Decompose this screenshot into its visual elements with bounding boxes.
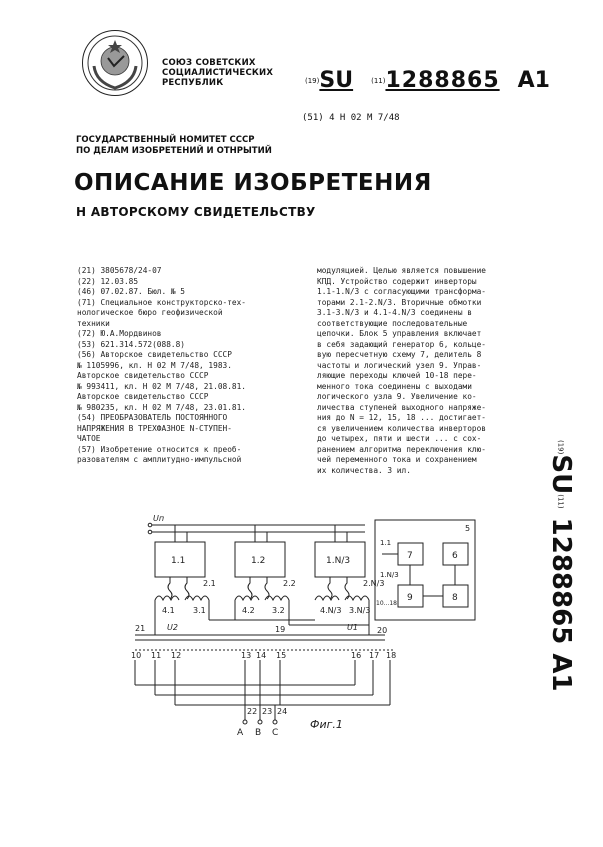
inverter-n3 [315,525,365,599]
winding-4-n3: 4.N/3 [320,606,342,615]
code-11: (11) [371,77,386,85]
committee-block [76,135,272,157]
biblio-line: (53) 621.314.572(088.8) [77,339,185,349]
emblem-icon [86,34,144,92]
secondary-windings [155,596,369,600]
patent-number: 1288865 [385,68,500,93]
biblio-line: разователям с амплитудно-импульсной [77,455,242,464]
org-line: РЕСПУБЛИК [162,78,224,88]
abstract-line: ния до N = 12, 15, 18 ... достигает- [317,413,486,422]
biblio-line: Авторское свидетельство СССР [77,371,209,380]
switch-labels [131,651,396,660]
abstract-line: ранением алгоритма переключения клю- [317,444,486,454]
abstract-line: 1.1-1.N/3 с согласующими трансформа- [317,287,486,296]
control-block [370,515,480,629]
transformer-label-3: 2.N/3 [363,579,385,588]
biblio-line: ЧАТОЕ [77,434,101,443]
inverter-2 [235,525,285,599]
abstract-line: торами 2.1-2.N/3. Вторичные обмотки [317,297,482,307]
abstract-line: менного тока соединены с выходами [317,381,472,391]
kind-code: A1 [517,68,550,93]
svg-text:1.1: 1.1 [171,556,186,566]
switch-label: 14 [256,651,267,660]
output-24: 24 [277,707,288,716]
svg-text:7: 7 [407,551,413,561]
side-patent-number: 1288865 [546,517,576,645]
country-code: SU [319,68,354,93]
abstract-line: КПД. Устройство содержит инверторы [317,276,477,286]
biblio-line: (21) 3805678/24-07 [77,266,162,275]
switch-label: 11 [151,651,162,660]
abstract-line: их количества. 3 ил. [317,465,411,475]
svg-text:1.N/3: 1.N/3 [380,571,399,579]
transformer-label-2: 2.2 [283,579,296,588]
svg-text:8: 8 [452,593,458,603]
side-label [540,440,580,692]
switch-label: 13 [241,651,252,660]
biblio-line: (22) 12.03.85 [77,276,139,286]
abstract-line: 3.1-3.N/3 и 4.1-4.N/3 соединены в [317,308,472,317]
abstract-text [317,266,532,476]
side-kind-code: A1 [546,653,576,692]
biblio-line: (72) Ю.А.Мордвинов [77,329,162,338]
biblio-line: техники [77,318,110,328]
bibliographic-data [77,266,317,466]
switch-label: 10 [131,651,142,660]
abstract-line: ляющие переходы ключей 10-18 пере- [317,371,477,380]
abstract-line: цепочки. Блок 5 управления включает [317,329,482,338]
output-23: 23 [262,707,273,716]
svg-text:1.1: 1.1 [380,539,392,547]
svg-text:10...18: 10...18 [376,600,397,607]
org-line: СОЦИАЛИСТИЧЕСКИХ [162,68,274,78]
abstract-line: чей переменного тока и сохранением [317,455,477,464]
biblio-line: Авторское свидетельство СССР [77,392,209,401]
svg-text:9: 9 [407,593,413,603]
transformer-label-1: 2.1 [203,579,216,588]
abstract-line: частоты и логический узел 9. Управ- [317,360,482,370]
biblio-line: НАПРЯЖЕНИЯ В ТРЕХФАЗНОЕ N-СТУПЕН- [77,423,232,433]
org-block [162,58,273,88]
ussr-emblem [82,30,148,96]
svg-text:6: 6 [452,551,458,561]
voltage-u1: U1 [347,623,358,632]
biblio-line: (56) Авторское свидетельство СССР [77,350,232,359]
phase-c: C [272,728,279,738]
biblio-line: (57) Изобретение относится к преоб- [77,444,242,454]
biblio-line: (46) 07.02.87. Бюл. № 5 [77,287,185,296]
node-21: 21 [135,624,146,633]
side-code-19: (19) [556,440,565,455]
org-line: СОЮЗ СОВЕТСКИХ [162,58,256,68]
ipc-class: (51) 4 Н 02 М 7/48 [302,113,400,123]
node-20: 20 [377,626,388,635]
switch-label: 17 [369,651,380,660]
biblio-line: № 993411, кл. Н 02 М 7/48, 21.08.81. [77,381,246,391]
abstract-line: вую пересчетную схему 7, делитель 8 [317,350,482,359]
side-code-11: (11) [556,494,565,509]
abstract-line: ся увеличением количества инверторов [317,423,486,433]
switch-label: 12 [171,651,182,660]
abstract-line: соответствующие последовательные [317,318,468,328]
abstract-line: до четырех, пяти и шести ... с сох- [317,434,482,443]
winding-4-2: 4.2 [242,606,255,615]
svg-text:1.N/3: 1.N/3 [326,556,351,566]
abstract-line: логического узла 9. Увеличение ко- [317,392,477,401]
bus-19: 19 [275,625,286,634]
winding-3-n3: 3.N/3 [349,606,371,615]
side-country-code: SU [546,454,576,495]
winding-4-1: 4.1 [162,606,175,615]
abstract-line: личества ступеней выходного напряже- [317,402,486,412]
abstract-line: в себя задающий генератор 6, кольце- [317,339,486,349]
figure-caption: Фиг.1 [310,718,343,731]
biblio-line: (71) Специальное конструкторско-тех- [77,297,246,307]
committee-line: ПО ДЕЛАМ ИЗОБРЕТЕНИЙ И ОТНРЫТИЙ [76,146,272,156]
main-title: ОПИСАНИЕ ИЗОБРЕТЕНИЯ [74,170,432,196]
svg-text:1.2: 1.2 [251,556,266,566]
control-block-label: 5 [465,524,471,533]
inverter-1 [155,525,205,599]
document-number [305,68,550,93]
voltage-u2: U2 [167,623,178,632]
phase-a: A [237,728,244,738]
winding-3-1: 3.1 [193,606,206,615]
switch-label: 16 [351,651,362,660]
code-19: (19) [305,77,320,85]
biblio-line: № 980235, кл. Н 02 М 7/48, 23.01.81. [77,402,246,412]
biblio-line: (54) ПРЕОБРАЗОВАТЕЛЬ ПОСТОЯННОГО [77,413,228,422]
biblio-line: нологическое бюро геофизической [77,308,223,317]
committee-line: ГОСУДАРСТВЕННЫЙ НОМИТЕТ СССР [76,135,255,145]
supply-label: Uп [153,514,165,523]
switch-label: 18 [386,651,397,660]
biblio-line: № 1105996, кл. Н 02 М 7/48, 1983. [77,360,232,370]
winding-3-2: 3.2 [272,606,285,615]
switch-label: 15 [276,651,287,660]
phase-b: B [255,728,262,738]
abstract-line: модуляцией. Целью является повышение [317,266,486,275]
output-22: 22 [247,707,258,716]
subtitle: Н АВТОРСКОМУ СВИДЕТЕЛЬСТВУ [76,205,316,219]
